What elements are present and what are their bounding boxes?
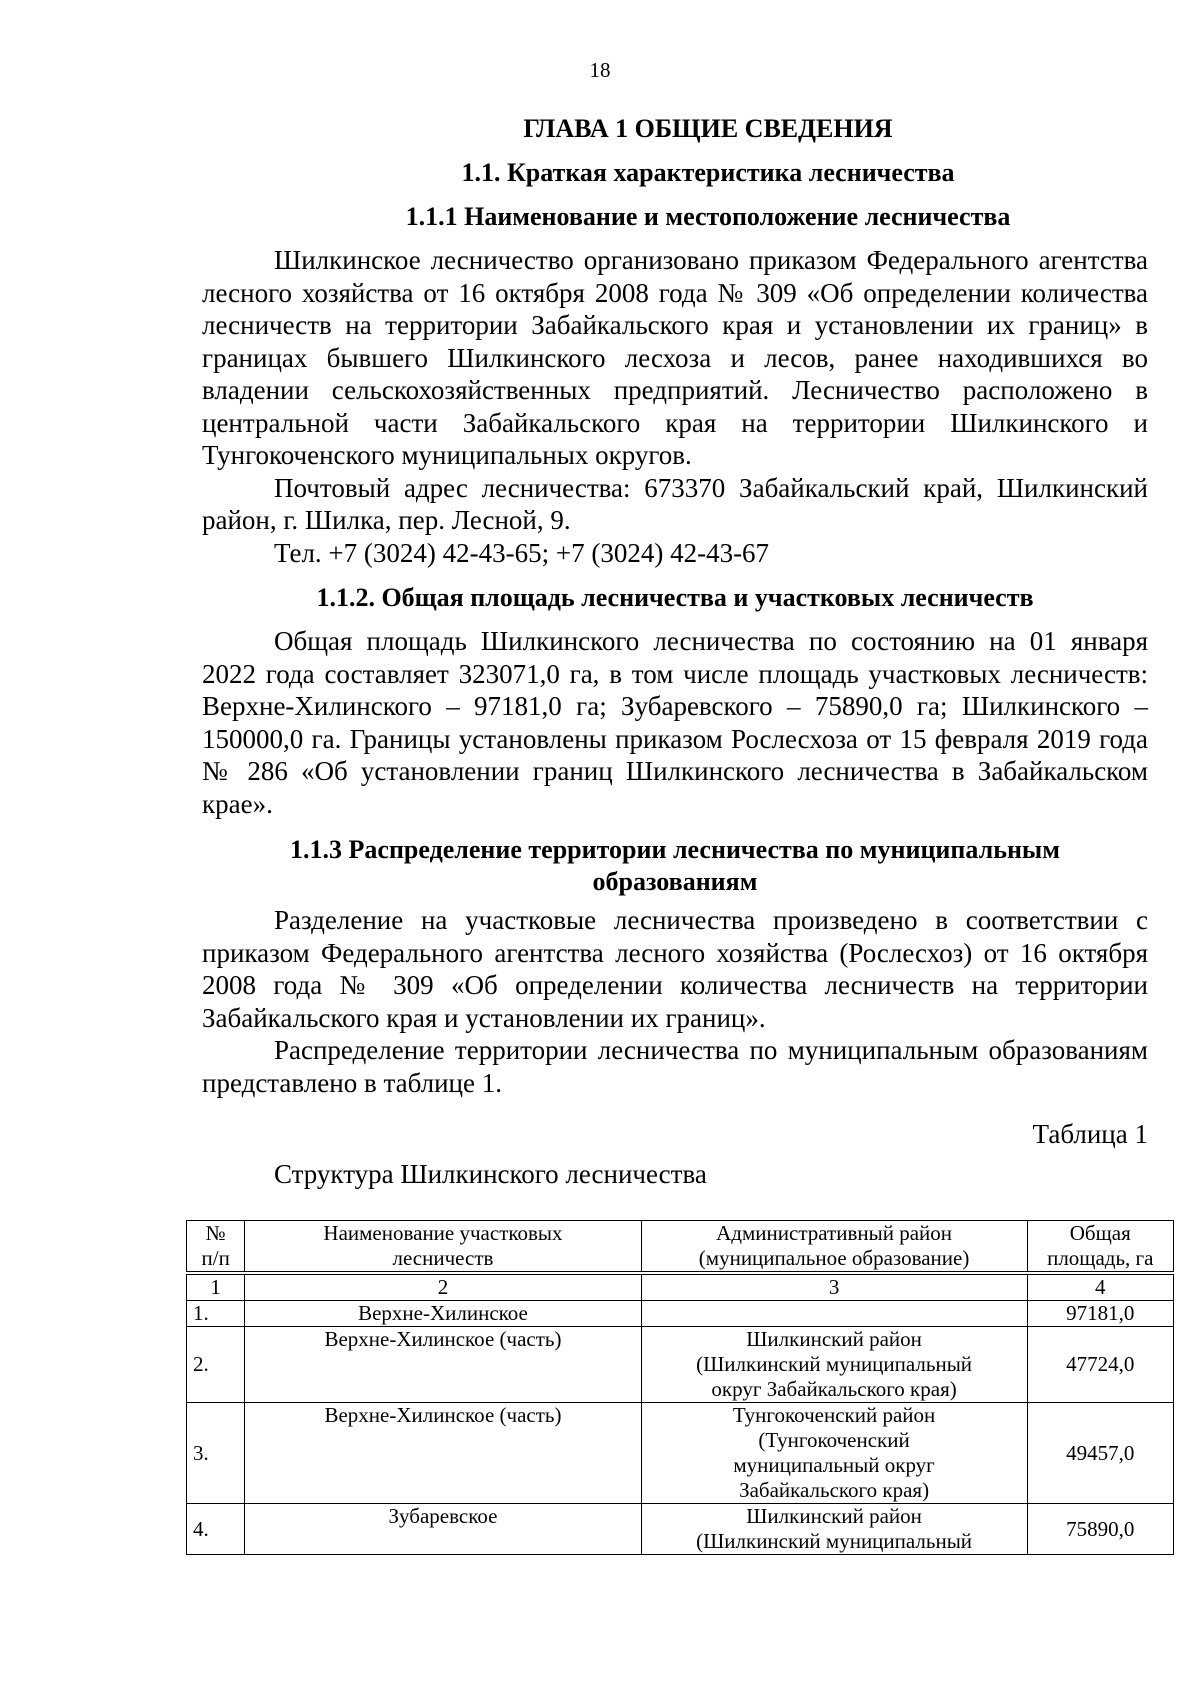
column-number: 3 [641, 1273, 1027, 1301]
paragraph: Общая площадь Шилкинского лесничества по состоянию на 01 января 2022 года составляет 323071,0 га, в том числе площадь участковых лесничеств: Верхне-Хилинского – 97181,0 га; Зубаревского – 75890,0 га; Шилкинского – 150000,0 га. Границы установлены приказом Рослесхоза от 15 февраля 2019 года № 286 «Об установлении границ Шилкинского лесничества в Забайкальском крае». [202, 626, 1148, 819]
row-number: 3. [187, 1403, 245, 1504]
column-number: 4 [1027, 1273, 1173, 1301]
district: Шилкинский район (Шилкинский муниципальный округ Забайкальского края) [641, 1327, 1027, 1403]
structure-table [186, 1220, 1174, 1555]
table-row [187, 1301, 1174, 1327]
paragraph: Шилкинское лесничество организовано приказом Федерального агентства лесного хозяйства от 16 октября 2008 года № 309 «Об определении количества лесничеств на территории Забайкальского края и установлении их границ» в границах бывшего Шилкинского лесхоза и лесов, ранее находившихся во владении сельскохозяйственных предприятий. Лесничество расположено в центральной части Забайкальского края на территории Шилкинского и Тунгокоченского муниципальных округов. [202, 245, 1148, 470]
chapter-title: ГЛАВА 1 ОБЩИЕ СВЕДЕНИЯ [523, 114, 893, 143]
paragraph: Распределение территории лесничества по муниципальным образованиям представлено в таблице 1. [202, 1035, 1148, 1098]
forestry-name: Зубаревское [245, 1504, 641, 1555]
column-number: 1 [187, 1273, 245, 1301]
table-header-row [187, 1221, 1174, 1274]
area-value: 97181,0 [1027, 1301, 1173, 1327]
header-cell: № п/п [187, 1221, 245, 1274]
header-cell: Административный район (муниципальное образование) [641, 1221, 1027, 1274]
header-cell: Наименование участковых лесничеств [245, 1221, 641, 1274]
paragraph: Почтовый адрес лесничества: 673370 Забайкальский край, Шилкинский район, г. Шилка, пер. Лесной, 9. [202, 472, 1148, 535]
forestry-name: Верхне-Хилинское (часть) [245, 1403, 641, 1504]
subsection-3-title [202, 834, 1148, 898]
table-label: Таблица 1 [1032, 1119, 1148, 1149]
subsection-3-title-line1: 1.1.3 Распределение территории лесничества по муниципальным [290, 835, 1060, 864]
subsection-3-title-line2: образованиям [592, 867, 758, 896]
forestry-name: Верхне-Хилинское [245, 1301, 641, 1327]
table-caption: Структура Шилкинского лесничества [274, 1159, 707, 1189]
table-column-numbers-row [187, 1273, 1174, 1301]
area-value: 49457,0 [1027, 1403, 1173, 1504]
district: Тунгокоченский район (Тунгокоченский муниципальный округ Забайкальского края) [641, 1403, 1027, 1504]
forestry-name: Верхне-Хилинское (часть) [245, 1327, 641, 1403]
table-row [187, 1327, 1174, 1403]
area-value: 75890,0 [1027, 1504, 1173, 1555]
column-number: 2 [245, 1273, 641, 1301]
district: Шилкинский район (Шилкинский муниципальный [641, 1504, 1027, 1555]
row-number: 4. [187, 1504, 245, 1555]
paragraph: Тел. +7 (3024) 42-43-65; +7 (3024) 42-43-67 [274, 537, 770, 568]
row-number: 1. [187, 1301, 245, 1327]
paragraph: Разделение на участковые лесничества произведено в соответствии с приказом Федерального агентства лесного хозяйства (Рослесхоз) от 16 октября 2008 года № 309 «Об определении количества лесничеств на территории Забайкальского края и установлении их границ». [202, 905, 1148, 1033]
subsection-2-title: 1.1.2. Общая площадь лесничества и участковых лесничеств [316, 583, 1034, 612]
table-row [187, 1403, 1174, 1504]
area-value: 47724,0 [1027, 1327, 1173, 1403]
subsection-1-title: 1.1.1 Наименование и местоположение лесничества [405, 202, 1011, 231]
page-number: 18 [589, 58, 611, 82]
table-row [187, 1504, 1174, 1555]
row-number: 2. [187, 1327, 245, 1403]
section-title: 1.1. Краткая характеристика лесничества [461, 158, 955, 187]
document-body [202, 112, 1148, 1195]
district [641, 1301, 1027, 1327]
header-cell: Общая площадь, га [1027, 1221, 1173, 1274]
